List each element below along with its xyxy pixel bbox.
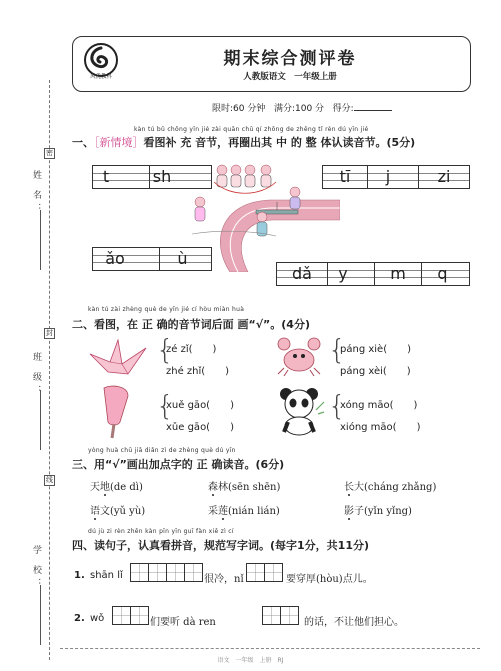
binding-line	[49, 80, 50, 660]
page-footer: 语文 一年级 上册 RJ	[217, 657, 284, 664]
binder-mark: 封	[46, 329, 53, 337]
s3-title: 用“√”画出加点字的 正 确读音。(6分)	[94, 458, 285, 471]
option-pangxei[interactable]: páng xèi( )	[340, 366, 411, 377]
name-label: 姓 名：	[31, 170, 41, 216]
tianzige-box[interactable]	[148, 563, 167, 582]
playground-illustration	[190, 162, 340, 272]
s1-heading	[72, 134, 415, 150]
binder-mark: 密	[46, 149, 53, 157]
q1-number: 1.	[74, 570, 85, 581]
s1-pinyin: kàn tú bǔ chōng yīn jié zài quān chū qí zhōng de zhěng tǐ rèn dú yīn jié	[134, 126, 369, 133]
grid-cell[interactable]: sh	[152, 167, 172, 186]
score-label: 得分:	[332, 104, 354, 114]
exam-subtitle: 人教版语文 一年级上册	[243, 72, 337, 82]
grid-cell[interactable]: q	[437, 264, 448, 283]
word-yuwen[interactable]: 语文(yǔ yù)	[90, 506, 146, 517]
grid-row1-right	[322, 165, 470, 189]
grid-row2-left	[92, 247, 212, 271]
q2-text-c: 的话，不让他们担心。	[304, 617, 404, 628]
time-limit: 限时:60 分钟	[212, 104, 266, 114]
q2-pinyin-a: wǒ	[90, 613, 105, 624]
exam-meta	[212, 101, 392, 114]
tianzige-box[interactable]	[166, 563, 185, 582]
tianzige-box[interactable]	[246, 563, 265, 582]
new-scenario-tag: ［新情境］	[94, 136, 144, 149]
grid-cell[interactable]: m	[375, 263, 422, 285]
school-label: 学 校：	[31, 545, 41, 591]
panda-icon	[276, 384, 326, 436]
word-tiandi[interactable]: 天地(de dì)	[90, 482, 143, 493]
score-blank[interactable]	[354, 110, 392, 111]
tianzige-box[interactable]	[112, 606, 131, 625]
grid-cell[interactable]: dǎ	[277, 263, 328, 285]
grid-cell[interactable]: t	[93, 166, 150, 188]
word-senlin[interactable]: 森林(sēn shēn)	[208, 482, 281, 493]
logo-text: 风优教科	[89, 74, 112, 80]
tianzige-box[interactable]	[280, 606, 299, 625]
q1-text-c: 要穿厚(hòu)点儿。	[286, 574, 373, 585]
option-xuegao2[interactable]: xǔe gāo( )	[166, 422, 234, 433]
grid-cell[interactable]: j	[368, 166, 419, 188]
grid-cell[interactable]: zi	[437, 167, 451, 186]
q1-text-b: 很冷，nǐ	[204, 574, 244, 585]
grid-cell[interactable]: y	[328, 263, 375, 285]
q1-pinyin-a: shān lǐ	[90, 570, 123, 581]
grid-cell[interactable]: tī	[323, 166, 368, 188]
option-xuegao[interactable]: xuě gāo( )	[166, 400, 234, 411]
logo-icon	[76, 38, 126, 88]
tianzige-box[interactable]	[130, 606, 149, 625]
q2-text-b: 们要听 dà ren	[150, 617, 216, 628]
s1-number: 一、	[72, 136, 94, 149]
popsicle-icon	[98, 384, 134, 440]
name-line[interactable]	[40, 210, 41, 270]
school-line[interactable]	[40, 585, 41, 645]
class-label: 班 级：	[31, 352, 41, 398]
grid-row2-right	[276, 262, 470, 286]
s2-heading: 二、看图，在 正 确的音节词后面 画“√”。(4分)	[72, 318, 310, 331]
grid-cell[interactable]: ǎo	[93, 248, 160, 270]
s2-title: 看图，在 正 确的音节词后面 画“√”。(4分)	[94, 318, 310, 331]
word-zhangda[interactable]: 长大(cháng zhǎng)	[344, 482, 437, 493]
s3-pinyin: yòng huà chū jiā diǎn zì de zhèng què dú yīn	[88, 447, 236, 454]
s4-heading: 四、读句子，认真看拼音，规范写字词。(每字1分，共11分)	[72, 539, 370, 552]
option-zezi[interactable]: zé zǐ( )	[166, 344, 217, 355]
s1-title: 看图补 充 音节，再圈出其 中 的 整 体认读音节。(5分)	[143, 136, 416, 149]
paper-crane-icon	[88, 334, 148, 382]
class-line[interactable]	[40, 390, 41, 450]
option-xongmao[interactable]: xóng māo( )	[340, 400, 418, 411]
tianzige-box[interactable]	[262, 606, 281, 625]
option-xiongmao[interactable]: xióng māo( )	[340, 422, 421, 433]
s3-heading: 三、用“√”画出加点字的 正 确读音。(6分)	[72, 458, 285, 471]
tianzige-box[interactable]	[130, 563, 149, 582]
q2-number: 2.	[74, 613, 85, 624]
word-cailian[interactable]: 采莲(nián lián)	[208, 506, 280, 517]
binder-mark: 线	[46, 476, 53, 484]
s4-title: 读句子，认真看拼音，规范写字词。(每字1分，共11分)	[94, 539, 370, 552]
s2-pinyin: kàn tú zài zhèng què de yīn jié cí hòu miàn huà	[88, 306, 245, 313]
option-zhezhi[interactable]: zhé zhǐ( )	[166, 366, 230, 377]
exam-title: 期末综合测评卷	[223, 49, 357, 69]
tianzige-box[interactable]	[264, 563, 283, 582]
grid-cell[interactable]: ù	[177, 249, 188, 268]
word-yingzi[interactable]: 影子(yǐn yǐng)	[344, 506, 412, 517]
tianzige-box[interactable]	[184, 563, 203, 582]
s4-pinyin: dú jù zi rèn zhēn kàn pīn yīn guī fàn xiě zì cí	[88, 528, 234, 535]
full-score: 满分:100 分	[273, 104, 325, 114]
option-pangxie[interactable]: páng xiè( )	[340, 344, 411, 355]
crab-icon	[276, 334, 322, 378]
